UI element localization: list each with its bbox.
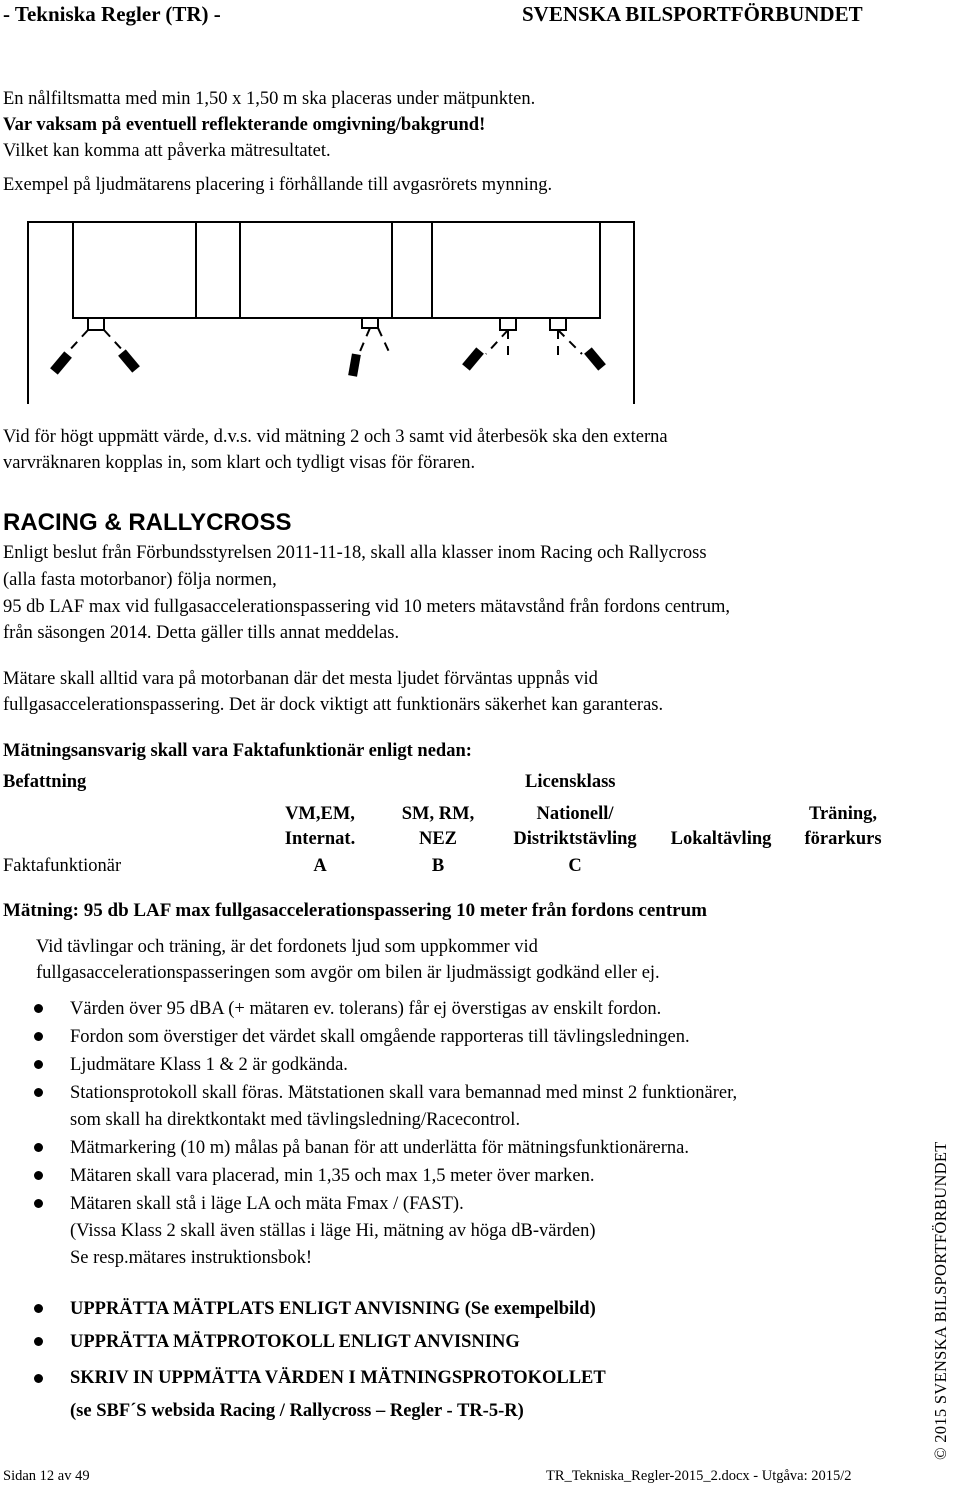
bullet-icon: [34, 1171, 43, 1180]
meter-icon: [50, 351, 72, 374]
responsible-heading: Mätningsansvarig skall vara Faktafunktionär enligt nedan:: [3, 741, 472, 761]
table-col-traning: Träning, förarkurs: [804, 804, 882, 849]
table-header-licensklass: Licensklass: [525, 772, 616, 792]
list-item: UPPRÄTTA MÄTPLATS ENLIGT ANVISNING (Se exempelbild): [40, 1296, 606, 1323]
bullet-icon: [34, 1143, 43, 1152]
section-para2-line-1: Mätare skall alltid vara på motorbanan där det mesta ljudet förväntas uppnås vid: [3, 669, 598, 689]
rpm-note-line-2: varvräknaren kopplas in, som klart och tydligt visas för föraren.: [3, 453, 476, 473]
intro-line-3: Vilket kan komma att påverka mätresultatet.: [3, 141, 331, 161]
bullet-icon: [34, 1060, 43, 1069]
rpm-note-line-1: Vid för högt uppmätt värde, d.v.s. vid mätning 2 och 3 samt vid återbesök ska den externa: [3, 427, 668, 447]
section-para2-line-2: fullgasaccelerationspassering. Det är dock viktigt att funktionärs säkerhet kan garanteras.: [3, 695, 664, 715]
measure-para-line-2: fullgasaccelerationspasseringen som avgör om bilen är ljudmässigt godkänd eller ej.: [36, 963, 660, 983]
meter-icon: [348, 353, 361, 376]
table-col-sm: SM, RM, NEZ: [401, 804, 475, 849]
footer-page-number: Sidan 12 av 49: [3, 1468, 90, 1484]
list-item: Fordon som överstiger det värdet skall omgående rapporteras till tävlingsledningen.: [40, 1024, 737, 1051]
list-item: Mätaren skall vara placerad, min 1,35 och max 1,5 meter över marken.: [40, 1163, 737, 1190]
table-cell-c: C: [568, 856, 582, 876]
meter-icon: [118, 349, 140, 372]
measure-bullet-list: [40, 996, 737, 1272]
footer-document-id: TR_Tekniska_Regler-2015_2.docx - Utgåva: 2015/2: [546, 1468, 852, 1484]
meter-placement-diagram: [0, 214, 960, 404]
list-item: Mätmarkering (10 m) målas på banan för att underlätta för mätningsfunktionärerna.: [40, 1135, 737, 1162]
bullet-icon: [34, 1032, 43, 1041]
bullet-icon: [34, 1374, 43, 1383]
measure-para-line-1: Vid tävlingar och träning, är det fordonets ljud som uppkommer vid: [36, 937, 538, 957]
section-para1-line-1: Enligt beslut från Förbundsstyrelsen 2011-11-18, skall alla klasser inom Racing och Rallycross: [3, 543, 707, 563]
intro-line-4: Exempel på ljudmätarens placering i förhållande till avgasrörets mynning.: [3, 175, 553, 195]
section-para1-line-4: från säsongen 2014. Detta gäller tills annat meddelas.: [3, 623, 400, 643]
section-title: RACING & RALLYCROSS: [3, 509, 292, 536]
table-row-label: Faktafunktionär: [3, 856, 122, 876]
table-cell-a: A: [313, 856, 327, 876]
list-item: Ljudmätare Klass 1 & 2 är godkända.: [40, 1052, 737, 1079]
action-bullet-list: [40, 1296, 606, 1428]
list-item: Värden över 95 dBA (+ mätaren ev. tolerans) får ej överstigas av enskilt fordon.: [40, 996, 737, 1023]
section-para1-line-2: (alla fasta motorbanor) följa normen,: [3, 570, 277, 590]
header-left: - Tekniska Regler (TR) -: [3, 2, 221, 26]
meter-icon: [462, 347, 484, 370]
intro-line-2: Var vaksam på eventuell reflekterande omgivning/bakgrund!: [3, 115, 486, 135]
table-col-vm: VM,EM, Internat.: [284, 804, 356, 849]
table-col-nationell: Nationell/ Distriktstävling: [513, 804, 637, 849]
list-item: Mätaren skall stå i läge LA och mäta Fmax / (FAST). (Vissa Klass 2 skall även ställas i läge Hi, mätning av höga dB-värden) Se resp.mätares instruktionsbok!: [40, 1191, 737, 1272]
list-item: SKRIV IN UPPMÄTTA VÄRDEN I MÄTNINGSPROTOKOLLET (se SBF´S websida Racing / Rallycross – Regler - TR-5-R): [40, 1362, 606, 1428]
list-item: Stationsprotokoll skall föras. Mätstationen skall vara bemannad med minst 2 funktionärer, som skall ha direktkontakt med tävlingsledning/Racecontrol.: [40, 1080, 737, 1134]
bullet-icon: [34, 1337, 43, 1346]
bullet-icon: [34, 1004, 43, 1013]
table-header-befattning: Befattning: [3, 772, 87, 792]
meter-icon: [584, 347, 606, 370]
section-para1-line-3: 95 db LAF max vid fullgasaccelerationspassering vid 10 meters mätavstånd från fordons centrum,: [3, 597, 730, 617]
header-right: SVENSKA BILSPORTFÖRBUNDET: [522, 2, 863, 26]
list-item: UPPRÄTTA MÄTPROTOKOLL ENLIGT ANVISNING: [40, 1329, 606, 1356]
table-col-lokal: Lokaltävling: [670, 829, 772, 849]
bullet-icon: [34, 1088, 43, 1097]
table-cell-b: B: [431, 856, 445, 876]
measure-title: Mätning: 95 db LAF max fullgasaccelerationspassering 10 meter från fordons centrum: [3, 900, 707, 921]
bullet-icon: [34, 1304, 43, 1313]
vertical-copyright: © 2015 SVENSKA BILSPORTFÖRBUNDET: [931, 1141, 950, 1460]
intro-line-1: En nålfiltsmatta med min 1,50 x 1,50 m ska placeras under mätpunkten.: [3, 89, 536, 109]
bullet-icon: [34, 1199, 43, 1208]
